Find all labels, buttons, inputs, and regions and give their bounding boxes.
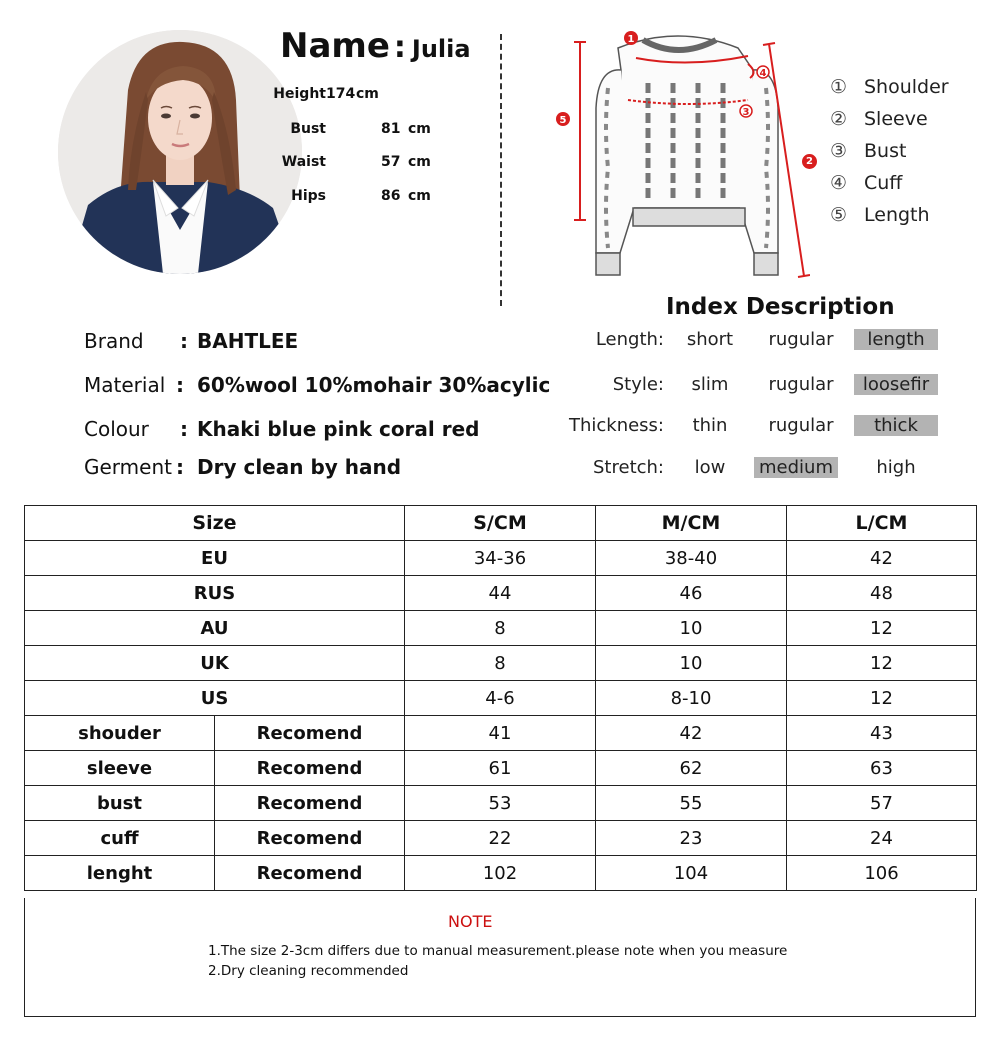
- name-value: Julia: [411, 35, 471, 63]
- info-key: Germent: [84, 455, 172, 479]
- diagram-marker-2: 2: [802, 154, 817, 169]
- diagram-marker-1: 1: [627, 34, 635, 45]
- diagram-marker-5: 5: [559, 115, 567, 126]
- index-option: rugular: [768, 374, 834, 395]
- info-value: BAHTLEE: [197, 329, 299, 353]
- legend-number: ②: [830, 108, 848, 130]
- table-row: [25, 821, 977, 856]
- index-option: short: [686, 329, 734, 350]
- info-colon: :: [180, 329, 188, 353]
- table-row: [25, 856, 977, 891]
- cell: 24: [787, 821, 977, 856]
- table-row: [25, 611, 977, 646]
- header-s: S/CM: [405, 506, 596, 541]
- legend-sleeve: [830, 108, 928, 130]
- recommend-cell: Recomend: [215, 751, 405, 786]
- table-row: [25, 576, 977, 611]
- table-row: [25, 541, 977, 576]
- cell: 42: [787, 541, 977, 576]
- index-option: thin: [692, 415, 728, 436]
- info-colour: [84, 417, 554, 443]
- info-key: Colour: [84, 417, 149, 441]
- index-key: Thickness:: [568, 415, 664, 436]
- legend-number: ④: [830, 172, 848, 194]
- cell: 44: [405, 576, 596, 611]
- cell: 12: [787, 681, 977, 716]
- index-row-length: [494, 329, 944, 355]
- measurement-unit: cm: [408, 121, 431, 137]
- recommend-cell: Recomend: [215, 786, 405, 821]
- index-option: rugular: [768, 329, 834, 350]
- cell: 41: [405, 716, 596, 751]
- index-option: slim: [691, 374, 729, 395]
- legend-label: Cuff: [864, 172, 903, 194]
- cell: 12: [787, 646, 977, 681]
- table-row: [25, 716, 977, 751]
- info-brand: [84, 329, 554, 355]
- measurement-height: [270, 86, 450, 106]
- cell: 38-40: [596, 541, 787, 576]
- model-illustration: [58, 30, 302, 274]
- index-key: Style:: [612, 374, 664, 395]
- sweater-diagram: [548, 28, 810, 284]
- row-label: sleeve: [25, 751, 215, 786]
- model-name: [280, 26, 471, 66]
- index-row-stretch: [494, 457, 944, 483]
- info-key: Material: [84, 373, 166, 397]
- measurement-label: Height: [273, 86, 326, 102]
- legend-number: ③: [830, 140, 848, 162]
- row-label: shouder: [25, 716, 215, 751]
- measurement-label: Hips: [291, 188, 326, 204]
- measurement-bust: [270, 121, 450, 141]
- measurement-value: 81: [381, 121, 401, 137]
- row-label: UK: [25, 646, 405, 681]
- cell: 53: [405, 786, 596, 821]
- info-value: 60%wool 10%mohair 30%acylic: [197, 373, 551, 397]
- cell: 34-36: [405, 541, 596, 576]
- name-label: Name: [280, 26, 390, 66]
- recommend-cell: Recomend: [215, 716, 405, 751]
- cell: 106: [787, 856, 977, 891]
- info-colon: :: [176, 455, 184, 479]
- table-header-row: [25, 506, 977, 541]
- cell: 63: [787, 751, 977, 786]
- legend-label: Shoulder: [864, 76, 949, 98]
- row-label: lenght: [25, 856, 215, 891]
- info-colon: :: [180, 417, 188, 441]
- row-label: US: [25, 681, 405, 716]
- note-title: NOTE: [448, 912, 493, 931]
- diagram-marker-3: 3: [742, 107, 750, 118]
- sweater-outline: [548, 28, 810, 284]
- cell: 48: [787, 576, 977, 611]
- note-line-2: 2.Dry cleaning recommended: [208, 963, 409, 979]
- measurement-waist: [270, 154, 450, 174]
- cell: 62: [596, 751, 787, 786]
- legend-length: [830, 204, 930, 226]
- legend-bust: [830, 140, 906, 162]
- index-option-selected: length: [854, 329, 938, 350]
- note-line-1: 1.The size 2-3cm differs due to manual measurement.please note when you measure: [208, 943, 788, 959]
- cell: 55: [596, 786, 787, 821]
- measurement-value: 57: [381, 154, 401, 170]
- cell: 42: [596, 716, 787, 751]
- index-option: high: [876, 457, 916, 478]
- info-garment: [84, 455, 554, 481]
- diagram-marker-4: 4: [759, 68, 767, 79]
- name-colon: :: [393, 30, 406, 65]
- index-row-style: [494, 374, 944, 400]
- cell: 23: [596, 821, 787, 856]
- row-label: RUS: [25, 576, 405, 611]
- measurement-unit: cm: [408, 154, 431, 170]
- row-label: bust: [25, 786, 215, 821]
- index-key: Length:: [595, 329, 664, 350]
- cell: 4-6: [405, 681, 596, 716]
- header-l: L/CM: [787, 506, 977, 541]
- cell: 12: [787, 611, 977, 646]
- legend-cuff: [830, 172, 902, 194]
- measurement-label: Waist: [281, 154, 326, 170]
- info-colon: :: [176, 373, 184, 397]
- model-photo: [58, 30, 302, 274]
- table-row: [25, 646, 977, 681]
- legend-label: Bust: [864, 140, 907, 162]
- header-size: Size: [25, 506, 405, 541]
- info-key: Brand: [84, 329, 144, 353]
- table-row: [25, 786, 977, 821]
- cell: 8: [405, 611, 596, 646]
- dashed-divider: [500, 34, 502, 306]
- cell: 10: [596, 646, 787, 681]
- legend-number: ⑤: [830, 204, 848, 226]
- cell: 57: [787, 786, 977, 821]
- cell: 104: [596, 856, 787, 891]
- cell: 43: [787, 716, 977, 751]
- header-m: M/CM: [596, 506, 787, 541]
- info-value: Dry clean by hand: [197, 455, 402, 479]
- recommend-cell: Recomend: [215, 856, 405, 891]
- measurement-hips: [270, 188, 450, 208]
- cell: 102: [405, 856, 596, 891]
- index-option-selected: medium: [754, 457, 838, 478]
- row-label: EU: [25, 541, 405, 576]
- size-table: [24, 505, 977, 891]
- index-option: low: [694, 457, 726, 478]
- row-label: cuff: [25, 821, 215, 856]
- row-label: AU: [25, 611, 405, 646]
- legend-shoulder: [830, 76, 949, 98]
- cell: 46: [596, 576, 787, 611]
- table-row: [25, 681, 977, 716]
- index-option: rugular: [768, 415, 834, 436]
- recommend-cell: Recomend: [215, 821, 405, 856]
- cell: 22: [405, 821, 596, 856]
- index-description-title: Index Description: [666, 294, 895, 320]
- cell: 8: [405, 646, 596, 681]
- index-row-thickness: [494, 415, 944, 441]
- measurement-value: 86: [381, 188, 401, 204]
- index-option-selected: loosefir: [854, 374, 938, 395]
- info-material: [84, 373, 554, 399]
- legend-label: Sleeve: [864, 108, 928, 130]
- measurement-value: 174: [326, 86, 356, 102]
- legend-label: Length: [864, 204, 930, 226]
- cell: 8-10: [596, 681, 787, 716]
- table-row: [25, 751, 977, 786]
- measurement-unit: cm: [408, 188, 431, 204]
- cell: 61: [405, 751, 596, 786]
- info-value: Khaki blue pink coral red: [197, 417, 480, 441]
- index-key: Stretch:: [593, 457, 664, 478]
- index-option-selected: thick: [854, 415, 938, 436]
- legend-number: ①: [830, 76, 848, 98]
- cell: 10: [596, 611, 787, 646]
- measurement-label: Bust: [290, 121, 326, 137]
- measurement-unit: cm: [356, 86, 379, 102]
